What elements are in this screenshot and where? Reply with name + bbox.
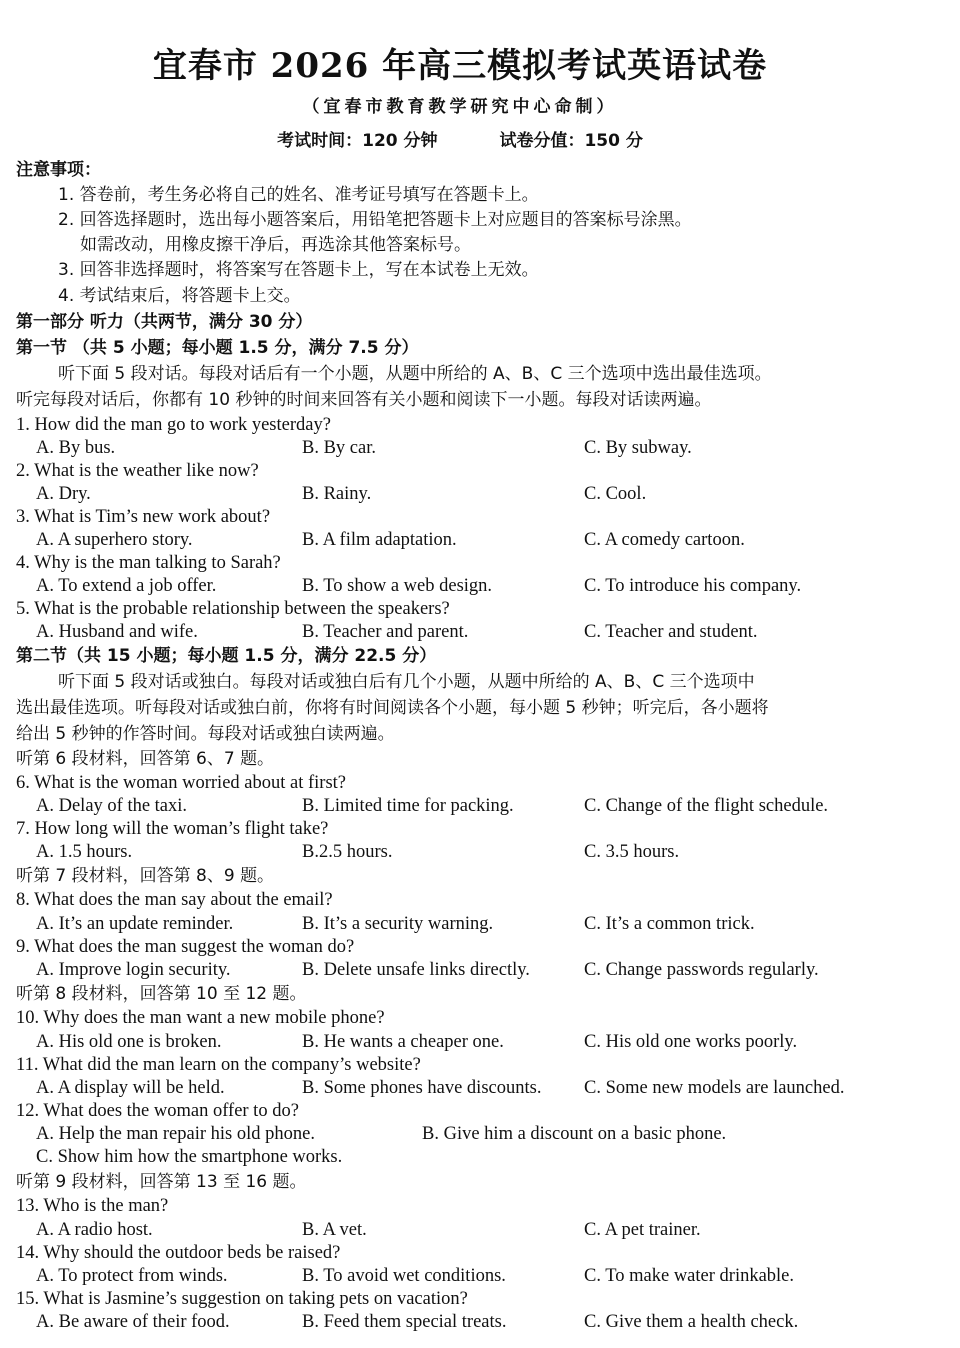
exam-title: 宜春市 2026 年高三模拟考试英语试卷 (152, 46, 768, 86)
option-a: A. Help the man repair his old phone. (36, 1124, 315, 1144)
exam-meta (0, 126, 920, 151)
question: 10. Why does the man want a new mobile phone? (16, 1008, 385, 1028)
section2-heading: 第二节（共 15 小题；每小题 1.5 分，满分 22.5 分） (16, 646, 437, 666)
note-item: 2. 回答选择题时，选出每小题答案后，用铅笔把答题卡上对应题目的答案标号涂黑。 (58, 210, 692, 230)
option-c: C. A comedy cartoon. (584, 530, 745, 550)
option-b: B. He wants a cheaper one. (302, 1032, 504, 1052)
option-b: B. Some phones have discounts. (302, 1078, 542, 1098)
option-a: A. Husband and wife. (36, 622, 198, 642)
option-c: C. By subway. (584, 438, 692, 458)
option-b: B. To show a web design. (302, 576, 493, 596)
option-a: A. Delay of the taxi. (36, 796, 188, 816)
question: 3. What is Tim’s new work about? (16, 507, 271, 527)
option-c: C. 3.5 hours. (584, 842, 680, 862)
question: 6. What is the woman worried about at first? (16, 773, 347, 793)
option-b: B. Limited time for packing. (302, 796, 514, 816)
option-b: B. A vet. (302, 1220, 367, 1240)
option-b: B. Feed them special treats. (302, 1312, 507, 1332)
section2-instructions: 选出最佳选项。听每段对话或独白前，你将有时间阅读各个小题，每小题 5 秒钟；听完后，各小题将 (16, 698, 769, 718)
part1-heading: 第一部分 听力（共两节，满分 30 分） (16, 312, 313, 332)
option-b: B. Give him a discount on a basic phone. (422, 1124, 727, 1144)
option-b: B. Delete unsafe links directly. (302, 960, 530, 980)
notes-heading: 注意事项： (16, 160, 101, 180)
option-c: C. Change passwords regularly. (584, 960, 819, 980)
option-a: A. To extend a job offer. (36, 576, 217, 596)
note-item: 1. 答卷前，考生务必将自己的姓名、准考证号填写在答题卡上。 (58, 185, 539, 205)
option-c: C. Teacher and student. (584, 622, 758, 642)
section1-instructions: 听下面 5 段对话。每段对话后有一个小题，从题中所给的 A、B、C 三个选项中选出最佳选项。 (58, 364, 772, 384)
exam-subtitle: （宜春市教育教学研究中心命制） (302, 97, 618, 117)
option-a: A. A superhero story. (36, 530, 193, 550)
option-a: A. A display will be held. (36, 1078, 225, 1098)
material-label: 听第 7 段材料，回答第 8、9 题。 (16, 866, 275, 886)
note-item: 3. 回答非选择题时，将答案写在答题卡上，写在本试卷上无效。 (58, 260, 539, 280)
option-c: C. A pet trainer. (584, 1220, 701, 1240)
option-b: B. Rainy. (302, 484, 372, 504)
option-a: A. His old one is broken. (36, 1032, 222, 1052)
option-b: B. A film adaptation. (302, 530, 457, 550)
question: 9. What does the man suggest the woman do? (16, 937, 355, 957)
material-label: 听第 9 段材料，回答第 13 至 16 题。 (16, 1172, 307, 1192)
option-a: A. 1.5 hours. (36, 842, 133, 862)
question: 1. How did the man go to work yesterday? (16, 415, 331, 435)
option-a: A. Dry. (36, 484, 91, 504)
question: 8. What does the man say about the email? (16, 890, 333, 910)
option-b: B. It’s a security warning. (302, 914, 494, 934)
option-b: B. By car. (302, 438, 376, 458)
option-a: A. Be aware of their food. (36, 1312, 230, 1332)
option-a: A. To protect from winds. (36, 1266, 228, 1286)
question: 7. How long will the woman’s flight take? (16, 819, 329, 839)
question: 4. Why is the man talking to Sarah? (16, 553, 281, 573)
option-c: C. To introduce his company. (584, 576, 802, 596)
option-c: C. It’s a common trick. (584, 914, 755, 934)
section1-instructions: 听完每段对话后，你都有 10 秒钟的时间来回答有关小题和阅读下一小题。每段对话读两遍。 (16, 390, 712, 410)
question: 5. What is the probable relationship between the speakers? (16, 599, 450, 619)
option-c: C. Change of the flight schedule. (584, 796, 829, 816)
option-c: C. His old one works poorly. (584, 1032, 798, 1052)
note-item: 4. 考试结束后，将答题卡上交。 (58, 286, 301, 306)
option-c: C. Cool. (584, 484, 647, 504)
question: 14. Why should the outdoor beds be raised? (16, 1243, 341, 1263)
section2-instructions: 听下面 5 段对话或独白。每段对话或独白后有几个小题，从题中所给的 A、B、C 三个选项中 (58, 672, 755, 692)
material-label: 听第 6 段材料，回答第 6、7 题。 (16, 749, 275, 769)
option-a: A. It’s an update reminder. (36, 914, 234, 934)
option-b: B.2.5 hours. (302, 842, 393, 862)
exam-time: 考试时间：120 分钟 (277, 131, 438, 151)
section2-instructions: 给出 5 秒钟的作答时间。每段对话或独白读两遍。 (16, 724, 395, 744)
option-c: C. Some new models are launched. (584, 1078, 845, 1098)
option-c: C. Give them a health check. (584, 1312, 799, 1332)
question: 12. What does the woman offer to do? (16, 1101, 299, 1121)
option-b: B. Teacher and parent. (302, 622, 469, 642)
option-a: A. Improve login security. (36, 960, 231, 980)
exam-score: 试卷分值：150 分 (499, 131, 643, 151)
option-b: B. To avoid wet conditions. (302, 1266, 506, 1286)
option-a: A. By bus. (36, 438, 116, 458)
material-label: 听第 8 段材料，回答第 10 至 12 题。 (16, 984, 307, 1004)
option-a: A. A radio host. (36, 1220, 153, 1240)
note-item: 如需改动，用橡皮擦干净后，再选涂其他答案标号。 (80, 235, 471, 255)
option-c: C. To make water drinkable. (584, 1266, 795, 1286)
option-c: C. Show him how the smartphone works. (36, 1147, 343, 1167)
question: 11. What did the man learn on the company’s website? (16, 1055, 421, 1075)
question: 2. What is the weather like now? (16, 461, 259, 481)
question: 13. Who is the man? (16, 1196, 169, 1216)
section1-heading: 第一节 （共 5 小题；每小题 1.5 分，满分 7.5 分） (16, 338, 419, 358)
question: 15. What is Jasmine’s suggestion on taking pets on vacation? (16, 1289, 468, 1309)
